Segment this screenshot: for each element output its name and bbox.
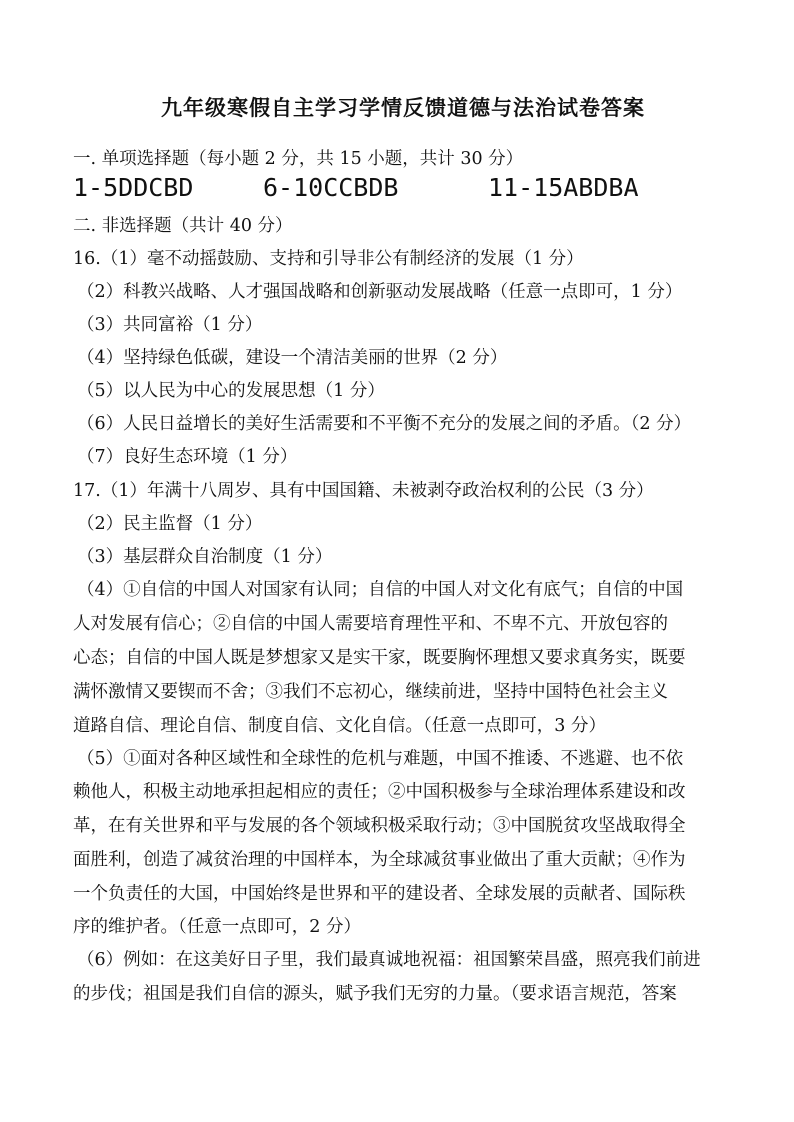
section1-heading: 一. 单项选择题（每小题 2 分，共 15 小题，共计 30 分） [73,149,524,169]
page-title: 九年级寒假自主学习学情反馈道德与法治试卷答案 [161,95,645,120]
answers-11-15: 11-15ABDBA [488,173,639,202]
q17-line: （3）基层群众自治制度（1 分） [77,547,333,567]
q17-line: 面胜利，创造了减贫治理的中国样本，为全球减贫事业做出了重大贡献；④作为 [73,850,686,870]
q17-line: 一个负责任的大国，中国始终是世界和平的建设者、全球发展的贡献者、国际秩 [73,884,686,904]
section2-heading: 二. 非选择题（共计 40 分） [73,216,293,236]
q17-line: （2）民主监督（1 分） [77,514,263,534]
q17-line: 革，在有关世界和平与发展的各个领域积极采取行动；③中国脱贫攻坚战取得全 [73,816,686,836]
q16-line: （2）科教兴战略、人才强国战略和创新驱动发展战略（任意一点即可，1 分） [77,282,683,302]
q16-line: （7）良好生态环境（1 分） [77,447,298,467]
q16-line: 16.（1）毫不动摇鼓励、支持和引导非公有制经济的发展（1 分） [73,249,584,269]
q17-line: （5）①面对各种区域性和全球性的危机与难题，中国不推诿、不逃避、也不依 [77,749,684,769]
q17-line: 道路自信、理论自信、制度自信、文化自信。（任意一点即可，3 分） [73,716,606,736]
q17-line: （4）①自信的中国人对国家有认同；自信的中国人对文化有底气；自信的中国 [77,580,684,600]
q16-line: （3）共同富裕（1 分） [77,315,263,335]
q16-line: （5）以人民为中心的发展思想（1 分） [77,381,385,401]
q17-line: 赖他人，积极主动地承担起相应的责任；②中国积极参与全球治理体系建设和改 [73,782,686,802]
q16-line: （6）人民日益增长的美好生活需要和不平衡不充分的发展之间的矛盾。（2 分） [77,414,692,434]
q16-line: （4）坚持绿色低碳，建设一个清洁美丽的世界（2 分） [77,348,508,368]
q17-line: 人对发展有信心；②自信的中国人需要培育理性平和、不卑不亢、开放包容的 [73,614,668,634]
q17-line: （6）例如：在这美好日子里，我们最真诚地祝福：祖国繁荣昌盛，照亮我们前进 [77,950,701,970]
q17-line: 满怀激情又要锲而不舍；③我们不忘初心，继续前进，坚持中国特色社会主义 [73,682,668,702]
answers-1-5: 1-5DDCBD [73,173,194,202]
answers-6-10: 6-10CCBDB [263,173,399,202]
q17-line: 心态；自信的中国人既是梦想家又是实干家，既要胸怀理想又要求真务实，既要 [73,648,686,668]
q17-line: 序的维护者。（任意一点即可，2 分） [73,917,361,937]
q17-line: 17.（1）年满十八周岁、具有中国国籍、未被剥夺政治权利的公民（3 分） [73,481,654,501]
multiple-choice-answers [73,172,733,204]
q17-line: 的步伐；祖国是我们自信的源头，赋予我们无穷的力量。（要求语言规范，答案 [73,984,677,1004]
